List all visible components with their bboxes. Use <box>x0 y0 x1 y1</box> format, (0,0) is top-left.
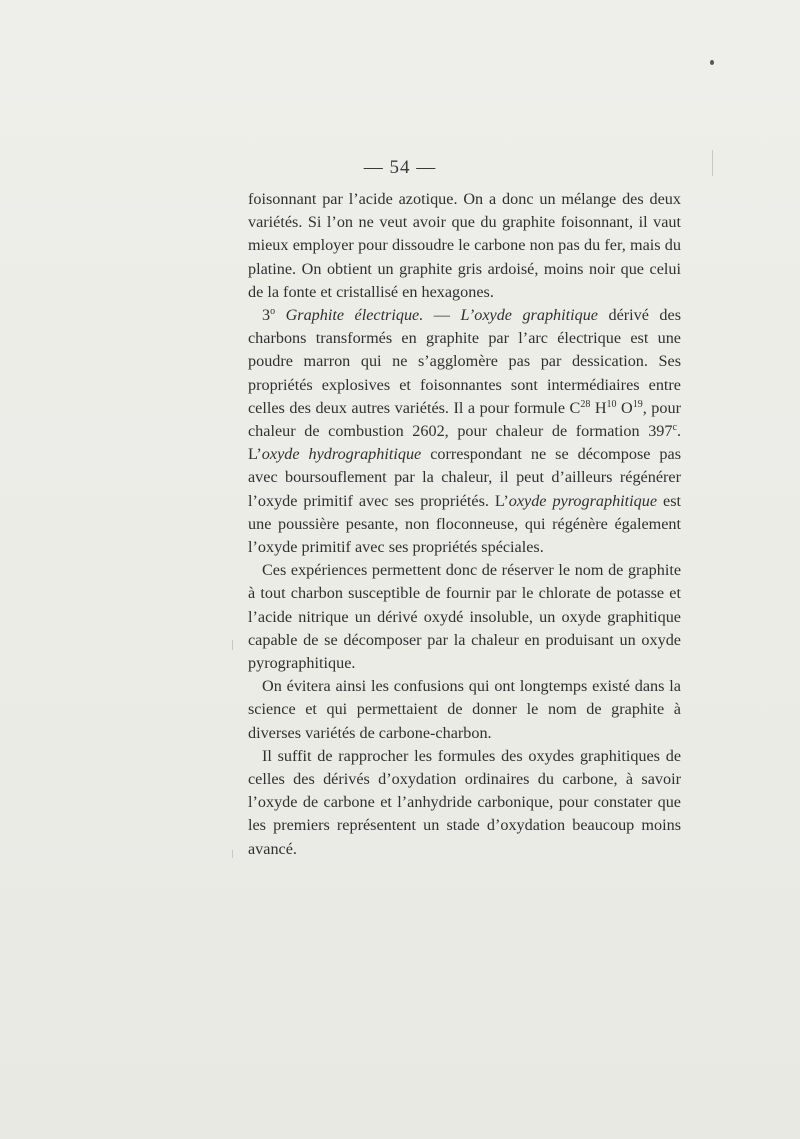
paragraph-1 <box>248 188 681 304</box>
italic-text: Graphite électrique. <box>285 306 424 325</box>
italic-text: L’oxyde graphitique <box>460 306 598 325</box>
text-run: est une poussière pesante, non floconneuse, qui régénère également l’oxyde primitif avec ses propriétés spéciales. <box>248 491 682 557</box>
paper-scratch <box>232 850 233 858</box>
text-run: dérivé des charbons transformés en graphite par l’arc électrique est une poudre marron qui ne s’agglomère pas par dessication. Ses propriétés explosives et foisonnantes sont intermédiaires entre celles des deux autres variétés. Il a pour formule C <box>248 306 681 417</box>
body-text <box>248 188 681 861</box>
superscript: 19 <box>632 398 643 410</box>
paragraph-4 <box>248 675 681 745</box>
text-run: — <box>423 306 461 325</box>
text-run: 3 <box>262 306 271 325</box>
text-run: . L’ <box>248 422 681 464</box>
text-run: Ces expériences permettent donc de réserver le nom de graphite à tout charbon susceptible de fournir par le chlorate de potasse et l’acide nitrique un dérivé oxydé insoluble, un oxyde graphitique capable de se décomposer par la chaleur en produisant un oxyde pyrographitique. <box>248 561 681 673</box>
italic-text: oxyde pyrographitique <box>508 491 658 510</box>
text-run: correspondant ne se décompose pas avec boursouflement par la chaleur, il peut d’ailleurs régénérer l’oxyde primitif avec ses propriétés. L’ <box>248 445 681 510</box>
page-number: — 54 — <box>363 157 437 178</box>
paragraph-2 <box>248 304 681 559</box>
paragraph-3 <box>248 559 681 675</box>
text-run: Il suffit de rapprocher les formules des oxydes graphitiques de celles des dérivés d’oxydation ordinaires du carbone, à savoir l’oxyde de carbone et l’anhydride carbonique, pour constater que les premiers représentent un stade d’oxydation beaucoup moins avancé. <box>248 746 681 858</box>
superscript: o <box>270 306 276 318</box>
text-run: , pour chaleur de combustion 2602, pour chaleur de formation 397 <box>248 398 681 441</box>
superscript: 28 <box>580 398 591 410</box>
ink-speck <box>710 60 714 65</box>
superscript: c <box>672 422 677 434</box>
paragraph-5 <box>248 745 681 861</box>
superscript: 10 <box>606 398 617 410</box>
text-run: On évitera ainsi les confusions qui ont longtemps existé dans la science et qui permettaient de donner le nom de graphite à diverses variétés de carbone-charbon. <box>248 677 681 742</box>
paper-scratch <box>232 640 233 650</box>
italic-text: oxyde hydrographitique <box>261 445 422 464</box>
text-run: H <box>590 398 607 417</box>
text-run <box>275 306 285 324</box>
text-run: O <box>616 398 633 417</box>
text-run: foisonnant par l’acide azotique. On a donc un mélange des deux variétés. Si l’on ne veut avoir que du graphite foisonnant, il vaut mieux employer pour dissoudre le carbone non pas du fer, mais du platine. On obtient un graphite gris ardoisé, moins noir que celui de la fonte et cristallisé en hexagones. <box>248 190 681 301</box>
